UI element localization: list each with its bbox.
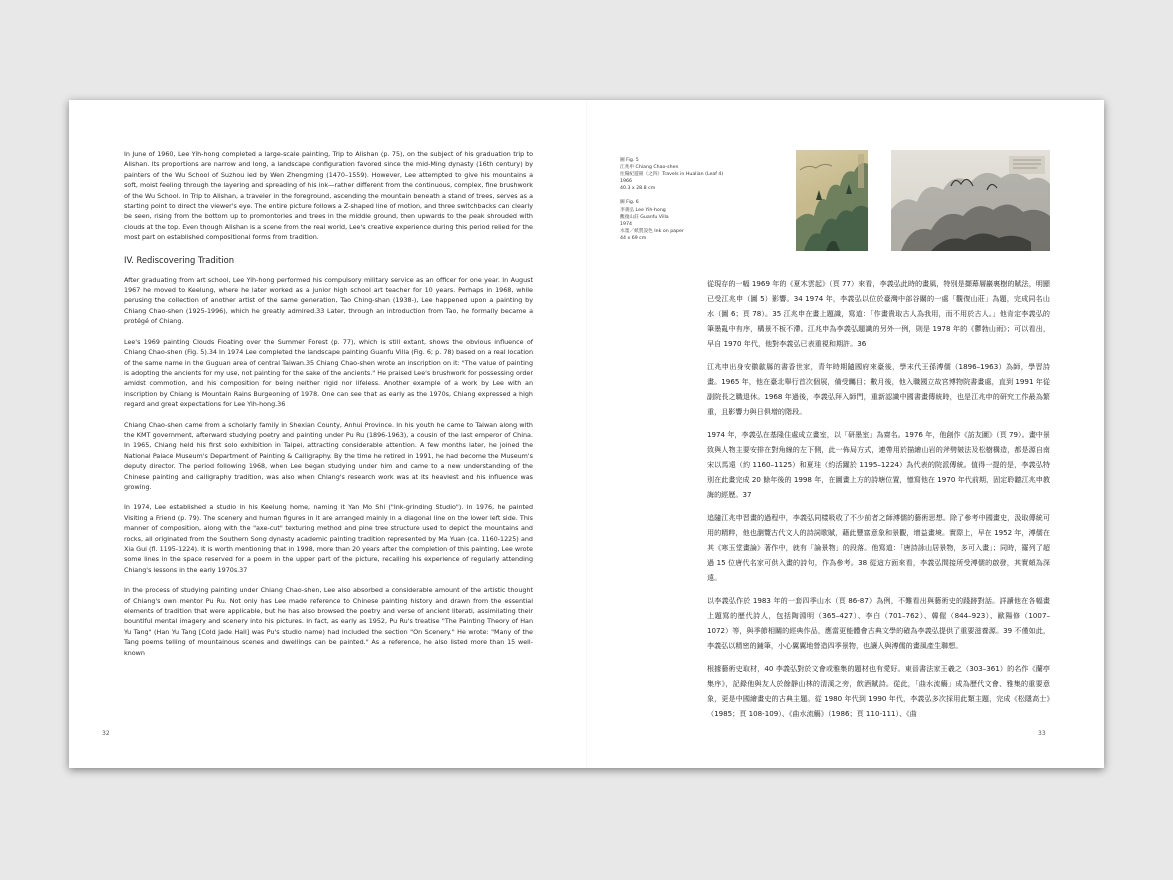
painting-image-fig-6 (891, 150, 1050, 251)
page-number-left: 32 (102, 730, 110, 737)
page-gutter (586, 100, 587, 768)
paragraph-chiang-biography: Chiang Chao-shen came from a scholarly family in Shexian County, Anhui Province. In his youth he came to Taiwan along with the KMT government, afterward studying poetry and painting under Pu Ru (1896-1963), a cousin of the last emperor of China. In 1965, Chiang held his first solo exhibition in Taipei, attracting considerable attention. A few months later, he joined the National Palace Museum's Department of Painting & Calligraphy. By the time he retired in 1991, he had become the Museum's deputy director. The period following 1968, when Lee began studying under him and came to a new understanding of the Chinese painting and calligraphy tradition, was also when Chiang's research work was at its heaviest and his influence was growing. (124, 420, 533, 491)
landscape-painting-illustration (891, 150, 1050, 251)
chinese-paragraph-3: 1974 年，李義弘在基隆住處成立畫室，以「研墨室」為齋名。1976 年，他創作《訪友圖》（頁 79）。畫中景致與人物主要安排在對角線的左下側，此一佈局方式，連帶用於描繪山岩的斧劈皴法及松樹構造，都是源自南宋以馬遠（約 1160–1125）和夏珪（約活躍於 1195–1224）為代表的院派傳統。值得一提的是，李義弘特別在此畫完成 20 餘年後的 1998 年，在圖畫上方的詩塘位置，憶寫他在 1970 年代前期，固定聆聽江兆申教誨的經歷。37 (707, 430, 1050, 499)
left-page-english-text (124, 149, 533, 668)
chinese-paragraph-6: 根據藝術史取材，40 李義弘對於文會或雅集的題材也有愛好。東晉書法家王羲之（303–361）的名作《蘭亭集序》，記錄他與友人於餘靜山林的清溪之旁，飲酒賦詩。從此，「曲水流觴」成為歷代文會、雅集的重要意象，更是中國繪畫史的古典主題。從 1980 年代到 1990 年代，李義弘多次採用此類主題，完成《松隱高士》（1985；頁 108-109）、《曲水流觴》（1986；頁 110-111）、《曲 (707, 664, 1050, 718)
caption-fig-5: 圖 Fig. 5 江兆申 Chiang Chao-shen 往陽紀遊冊（之四）Travels in Hualian (Leaf 4) 1966 40.3 x 28.8 cm (620, 158, 724, 192)
painting-image-fig-5 (796, 150, 868, 251)
caption-fig-6: 圖 Fig. 6 李義弘 Lee Yih-hong 觀復山莊 Guanfu Villa 1974 水墨／紙質設色 Ink on paper 44 x 69 cm (620, 200, 684, 241)
paragraph-ink-grinding-studio: In 1974, Lee established a studio in his Keelung home, naming it Yan Mo Shi ("Ink-grinding Studio"). In 1976, he painted Visiting a Friend (p. 79). The scenery and human figures in it are arranged mainly in a diagonal line on the lower left side. This manner of composition, along with the "axe-cut" texturing method and pine tree structure used to depict the mountains and rocks, all originated from the Southern Song dynasty academic painting tradition represented by Ma Yuan (ca. 1160-1225) and Xia Gui (fl. 1195-1224). It is worth mentioning that in 1998, more than 20 years after the completion of this painting, Lee wrote some lines in the space reserved for a poem in the upper part of the picture, recalling his experience of regularly attending Chiang's lessons in the early 1970s.37 (124, 503, 533, 574)
paragraph-clouds-floating: Lee's 1969 painting Clouds Floating over the Summer Forest (p. 77), which is still extant, shows the obvious influence of Chiang Chao-shen (Fig. 5).34 In 1974 Lee completed the landscape painting Guanfu Villa (Fig. 6; p. 78) based on a real location of the same name in the Guguan area of central Taiwan.35 Chiang Chao-shen wrote an inscription on it: "The value of painting is adopting the ancients for my use, not painting for the sake of the ancients." He praised Lee's brushwork for possessing order amidst commotion, and his composition for being neither rigid nor lifeless. Another example of a work by Lee with an inscription by Chiang is Mountain Rains Burgeoning of 1978. One can see that as early as the 1970s, Chiang expressed a high regard and great expectations for Lee Yih-hong.36 (124, 337, 533, 409)
paragraph-military-service: After graduating from art school, Lee Yih-hong performed his compulsory military service as an officer for one year. In August 1967 he moved to Keelung, where he later worked as a junior high school art teacher for 10 years. Perhaps in 1968, while perusing the collection of another artist of the same generation, Tao Ching-shan (1938-), Lee happened upon a painting by Chiang Chao-shen (1925-1996), which he greatly admired.33 Later, through an introduction from Tao, he formally became a protégé of Chiang. (124, 275, 533, 326)
chinese-paragraph-5: 以李義弘作於 1983 年的一套四季山水（頁 86-87）為例，不難看出與藝術史的踐跡對話。詳讀他在各幅畫上題寫的歷代詩人，包括陶淵明（365–427）、李白（701–762）、韓偓（844–923）、歐陽修（1007–1072）等，與季節相關的經典作品，應當更能體會古典文學的確為李義弘提供了重要滋養源。39 不僅如此，李義弘以精密的鋪筆，小心翼翼地營造四季景物，也讓人與溥儒的畫風產生聯想。 (707, 596, 1050, 650)
chinese-paragraph-2: 江兆申出身安徽歙縣的書香世家，青年時期隨國府來臺後，學末代王孫溥儒（1896–1963）為師，學習詩畫。1965 年，他在臺北舉行首次個展，備受矚目；數月後，他入職國立故宮博物院書畫處，直到 1991 年從副院長之職退休。1968 年過後，李義弘拜入師門，重新認識中國書畫傳統時，也是江兆申的研究工作最為繁重，且影響力與日俱增的階段。 (707, 362, 1050, 416)
chinese-paragraph-4: 追隨江兆申習畫的過程中，李義弘同樣吸收了不少前者之師溥儒的藝術思想。除了參考中國畫史，汲取傳統可用的精粹，他也瀏覽古代文人的詩詞歌賦，藉此豐富意象和景觀，增益畫境。實際上，早在 1952 年，溥儒在其《寒玉堂畫論》著作中，就有「論景物」的段落。他寫道：「唐詩詠山居景物，多可入畫」；同時，羅列了超過 15 位唐代名家可供入畫的詩句，作為參考。38 從這方面來看，李義弘間接所受溥儒的啟發，其實頗為深遠。 (707, 513, 1050, 582)
section-heading: IV. Rediscovering Tradition (124, 254, 235, 265)
paragraph-pu-ru-influence: In the process of studying painting under Chiang Chao-shen, Lee also absorbed a considerable amount of the artistic thought of Chiang's own mentor Pu Ru. Not only has Lee made reference to Chinese painting history and drawn from the essential elements of tradition that were applicable, but he has also browsed the poetry and verse of ancient literati, assimilating their bountiful mental imagery and scenery into his pictures. In fact, as early as 1952, Pu Ru's treatise "The Painting Theory of Han Yu Tang" (Han Yu Tang [Cold Jade Hall] was Pu's studio name) had included the section "On Scenery." He wrote: "Many of the Tang poems telling of mountainous scenes and dwellings can be painted." As a reference, he also listed more than 15 well-known (124, 586, 533, 657)
chinese-paragraph-1: 從現存的一幅 1969 年的《夏木雲起》（頁 77）來看，李義弘此時的畫風，特別是擷幕層巖裏樹的賦法，明顯已受江兆申（圖 5）影響。34 1974 年，李義弘以位於臺灣中部谷關的一處「觀復山莊」為題，完成同名山水（圖 6；頁 78）。35 江兆申在畫上題識，寫道：「作畫貴取古人為我用，而不用於古人。」他肯定李義弘的筆墨亂中有序，構景不板不滯。江兆申為李義弘題識的另外一例，則是 1978 年的《鬱勃山雨》；可以看出，早自 1970 年代，他對李義弘已表重視和期許。36 (707, 279, 1050, 348)
page-number-right: 33 (1038, 730, 1046, 737)
landscape-painting-illustration (796, 150, 868, 251)
book-spread (69, 100, 1104, 768)
figure-captions (620, 157, 740, 249)
right-page-chinese-text (707, 276, 1050, 729)
paragraph-trip-to-alishan: In June of 1960, Lee Yih-hong completed a large-scale painting, Trip to Alishan (p. 75), on the subject of his graduation trip to Alishan. Its proportions are narrow and long, a landscape configuration favored since the mid-Ming dynasty (16th century) by painters of the Wu School of Suzhou led by Wen Zhengming (1470–1559). However, Lee attempted to give his mountains a soft, moist feeling through the layering and spreading of his ink—rather different from the continuous, complex, fine brushwork of the Wu School. In Trip to Alishan, a traveler in the foreground, ascending the mountain beneath a stand of trees, serves as a starting point to direct the viewer's eye. The entire picture follows a Z-shaped line of motion, and three switchbacks can clearly be seen, rising from the bottom up to promontories and trees in the middle ground, then upwards to the peak shrouded with clouds at the top. Even though Alishan is a scene from the real world, Lee's creative experience during this period relied for the most part on established compositional forms from tradition. (124, 150, 533, 242)
